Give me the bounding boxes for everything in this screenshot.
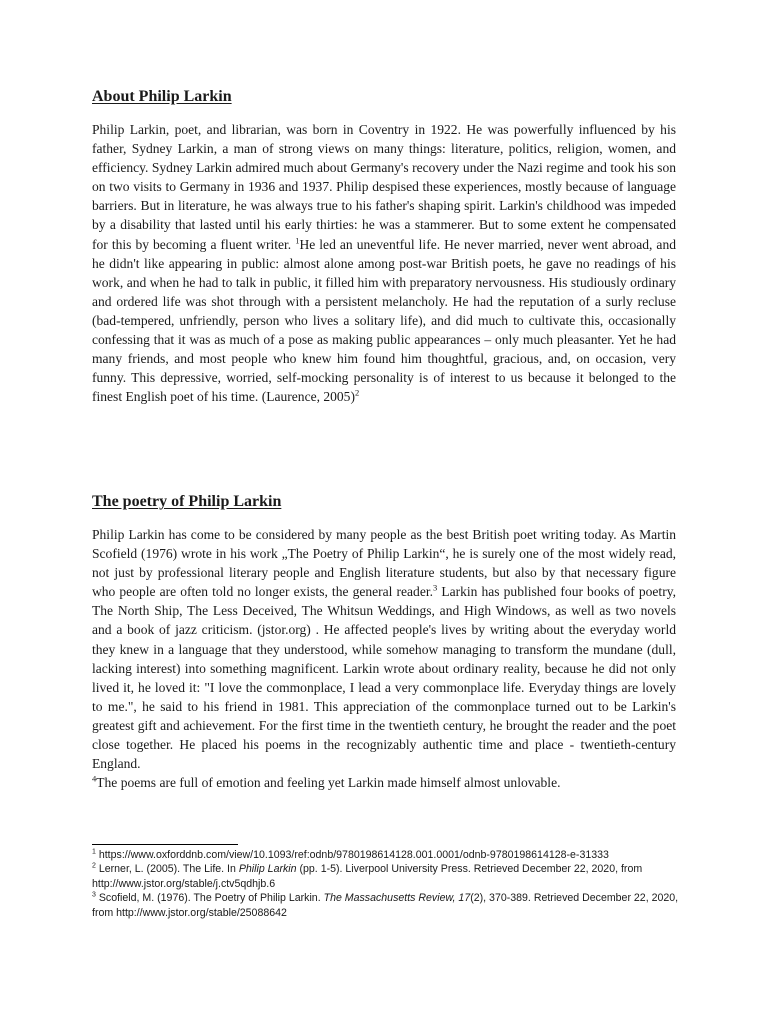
footnote-number: 3 [92,891,96,899]
footnote-title: Philip Larkin [238,863,297,876]
footnote [92,862,692,891]
footnote-title: The Massachusetts Review, 17 [323,892,471,905]
footnote-number: 1 [92,848,96,856]
footnote-text: Scofield, M. (1976). The Poetry of Philip Larkin. [95,892,324,905]
paragraph-text: He led an uneventful life. He never married, never went abroad, and he didn't like appearing in public: almost alone among post-war British poets, he gave no readings of his work, and when he had to talk in public, it filled him with preparatory nervousness. His studiously ordinary and ordered life was shot through with a persistent melancholy. He had the reputation of a surly recluse (bad-tempered, unfriendly, person who lives a solitary life), and did much to cultivate this, occasionally confessing that it was as much of a pose as making public appearances – only much pleasanter. Yet he had many friends, and most people who knew him found him thoughtful, gracious, and, on occasion, very funny. This depressive, worried, self-mocking personality is of interest to us because it belonged to the finest English poet of his time. (Laurence, 2005) [92,236,676,405]
footnote-reference: 2 [354,387,360,398]
footnotes [92,848,692,920]
footnote [92,848,692,862]
footnote-text: Lerner, L. (2005). The Life. In [95,863,239,876]
footnote-reference: 3 [432,582,438,593]
footnote-text: (2), 370-389. Retrieved December 22, 2020, from http://www.jstor.org/stable/25088642 [92,892,679,919]
section-heading-about: About Philip Larkin [92,88,232,105]
footnote-text: (pp. 1-5). Liverpool University Press. Retrieved December 22, 2020, from http://www.jstor.org/stable/j.ctv5qdhjb.6 [92,863,643,890]
footnote-reference: 4 [92,773,97,784]
paragraph-about [92,120,676,406]
footnote-reference: 1 [295,235,300,246]
paragraph-text: Larkin has published four books of poetry, The North Ship, The Less Deceived, The Whitsun Weddings, and High Windows, as well as two novels and a book of jazz criticism. (jstor.org) . He affected people's lives by writing about the everyday world they knew in a language that they understood, while somehow managing to transform the mundane (dull, lacking interest) into something magnificent. Larkin wrote about ordinary reality, because he did not only lived it, he loved it: "I love the commonplace, I lead a very commonplace life. Everyday things are lovely to me.", he said to his friend in 1981. This appreciation of the commonplace turned out to be Larkin's greatest gift and achievement. For the first time in the twentieth century, he brought the reader and the poet close together. He placed his poems in the recognizably authentic time and place - twentieth-century England. [92,584,676,772]
footnote-text: https://www.oxforddnb.com/view/10.1093/ref:odnb/9780198614128.001.0001/odnb-9780198614128-e-31333 [95,849,609,861]
footnote-number: 2 [92,862,96,870]
footnote [92,891,692,920]
section-heading-poetry: The poetry of Philip Larkin [92,493,282,510]
footnote-separator [92,844,238,845]
paragraph-text: The poems are full of emotion and feeling yet Larkin made himself almost unlovable. [96,775,561,791]
paragraph-poetry [92,525,676,792]
paragraph-text: Philip Larkin has come to be considered by many people as the best British poet writing today. As Martin Scofield (1976) wrote in his work „The Poetry of Philip Larkin“, he is surely one of the most widely read, not just by professional literary people and English literature students, but also by that necessary figure who people are often told no longer exists, the general reader. [92,527,676,600]
paragraph-text: Philip Larkin, poet, and librarian, was born in Coventry in 1922. He was powerfully influenced by his father, Sydney Larkin, a man of strong views on many things: literature, politics, religion, women, and efficiency. Sydney Larkin admired much about Germany's recovery under the Nazi regime and took his son on two visits to Germany in 1936 and 1937. Philip despised these experiences, mostly because of language barriers. But in literature, he was always true to his father's shaping spirit. Larkin's childhood was impeded by a disability that lasted until his early thirties: he was a stammerer. But to some extent he compensated for this by becoming a fluent writer. [92,122,676,252]
